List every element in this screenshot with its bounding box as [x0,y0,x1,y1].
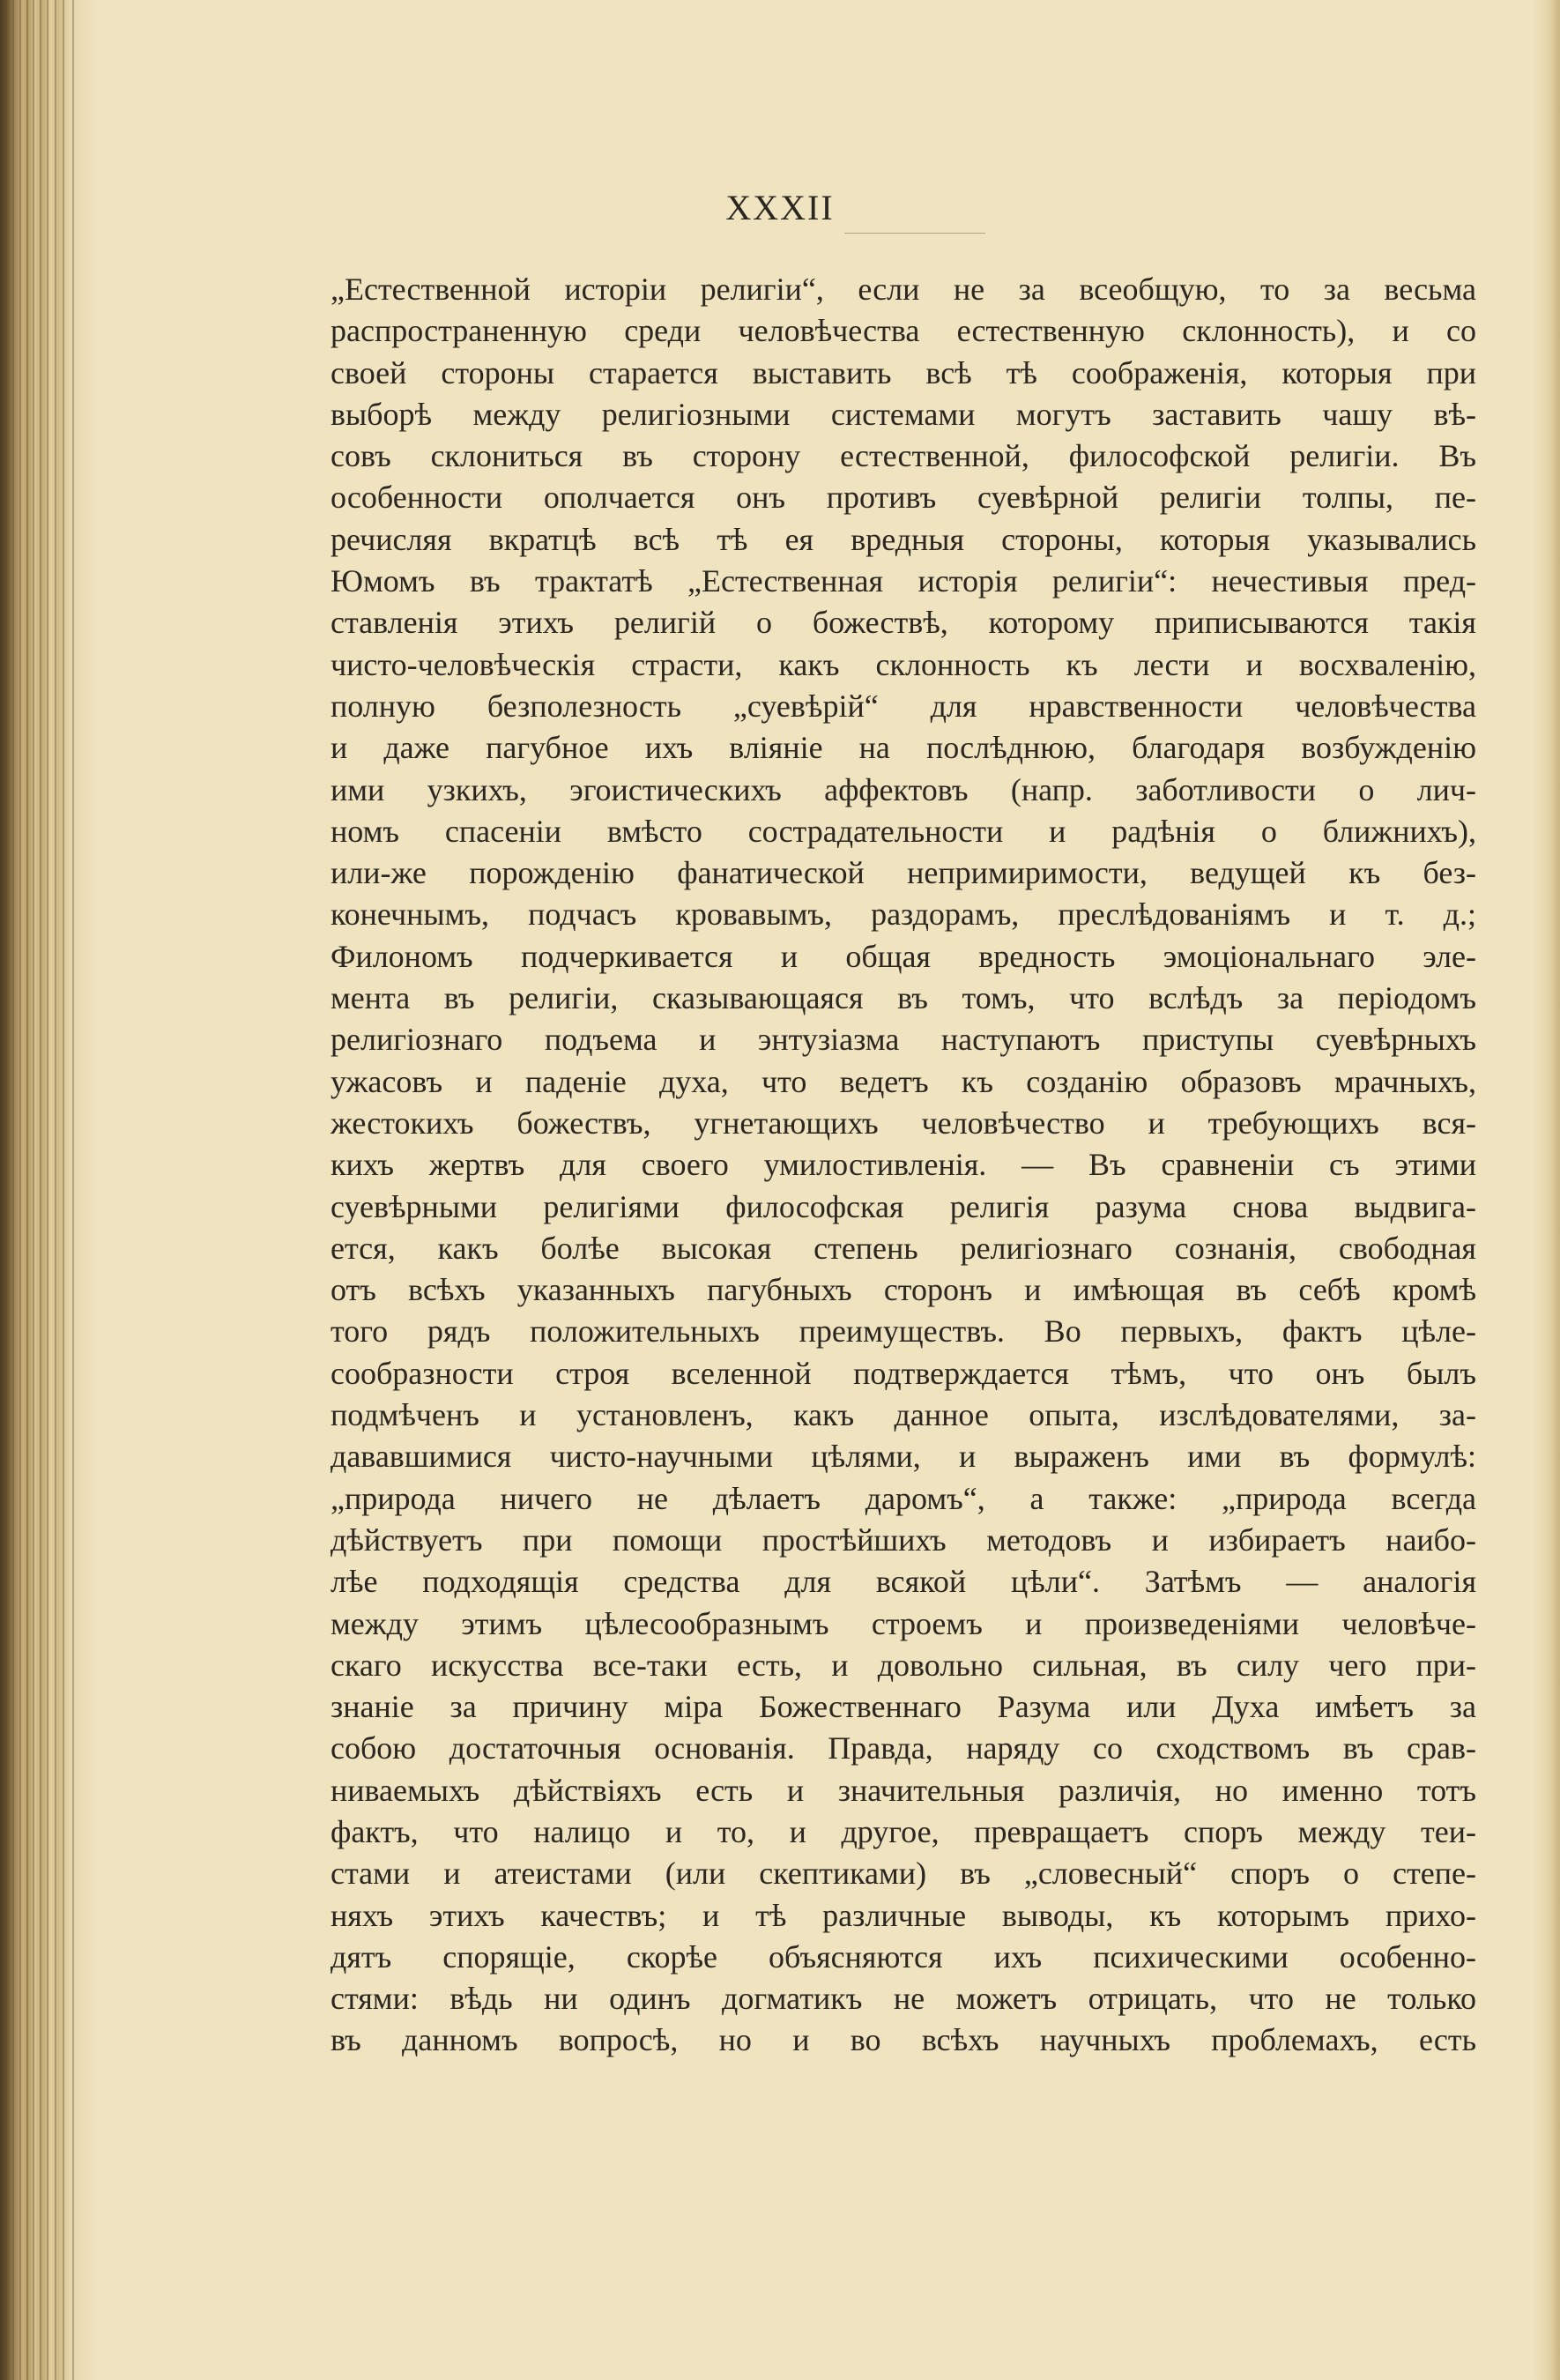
page-right-edge [1534,0,1560,2380]
text-line: Филономъ подчеркивается и общая вредность эмоцiональнаго эле- [331,938,1476,974]
text-line: сообразности строя вселенной подтверждается тѣмъ, что онъ былъ [331,1355,1476,1391]
book-page-edge [0,0,97,2380]
text-line: въ данномъ вопросѣ, но и во всѣхъ научныхъ проблемахъ, есть [331,2022,1476,2058]
text-line: жестокихъ божествъ, угнетающихъ человѣчество и требующихъ вся- [331,1104,1476,1141]
text-line: и даже пагубное ихъ влiянiе на послѣднюю, благодаря возбужденiю [331,730,1476,766]
text-line: дѣйствуетъ при помощи простѣйшихъ методовъ и избираетъ наибо- [331,1521,1476,1558]
text-line: речисляя вкратцѣ всѣ тѣ ея вредныя стороны, которыя указывались [331,521,1476,557]
text-line: религiознаго подъема и энтузiазма наступаютъ приступы суевѣрныхъ [331,1022,1476,1058]
text-line: распространенную среди человѣчества естественную склонность), и со [331,313,1476,349]
text-line: ими узкихъ, эгоистическихъ аффектовъ (напр. заботливости о лич- [331,771,1476,807]
text-line: знанiе за причину мiра Божественнаго Разума или Духа имѣетъ за [331,1689,1476,1725]
text-line: чисто-человѣческiя страсти, какъ склонность къ лести и восхваленiю, [331,646,1476,682]
text-line: ется, какъ болѣе высокая степень религiознаго сознанiя, свободная [331,1230,1476,1266]
text-line: конечнымъ, подчасъ кровавымъ, раздорамъ, преслѣдованiямъ и т. д.; [331,896,1476,933]
text-line: особенности ополчается онъ противъ суевѣрной религiи толпы, пе- [331,480,1476,516]
text-line: Юмомъ въ трактатѣ „Естественная исторiя религiи“: нечестивыя пред- [331,563,1476,599]
page-number-rule [844,233,985,234]
text-line: кихъ жертвъ для своего умилостивленiя. — Въ сравненiи съ этими [331,1147,1476,1183]
text-line: скаго искусства все-таки есть, и довольно сильная, въ силу чего при- [331,1647,1476,1683]
text-line: ставленiя этихъ религiй о божествѣ, которому приписываются такiя [331,605,1476,641]
page-number: XXXII [725,188,835,227]
text-line: ужасовъ и паденiе духа, что ведетъ къ созданiю образовъ мрачныхъ, [331,1063,1476,1099]
text-line: „Естественной исторiи религiи“, если не за всеобщую, то за весьма [331,271,1476,307]
text-line: няхъ этихъ качествъ; и тѣ различные выводы, къ которымъ прихо- [331,1897,1476,1933]
text-line: отъ всѣхъ указанныхъ пагубныхъ сторонъ и имѣющая въ себѣ кромѣ [331,1272,1476,1308]
text-line: или-же порожденiю фанатической непримиримости, ведущей къ без- [331,855,1476,891]
text-line: стами и атеистами (или скептиками) въ „словесный“ споръ о степе- [331,1856,1476,1892]
text-line: ниваемыхъ дѣйствiяхъ есть и значительныя различiя, но именно тотъ [331,1772,1476,1808]
text-line: номъ спасенiи вмѣсто сострадательности и радѣнiя о ближнихъ), [331,813,1476,849]
text-line: собою достаточныя основанiя. Правда, наряду со сходствомъ въ срав- [331,1730,1476,1766]
text-line: дававшимися чисто-научными цѣлями, и выраженъ ими въ формулѣ: [331,1439,1476,1475]
text-line: фактъ, что налицо и то, и другое, превращаетъ споръ между теи- [331,1813,1476,1849]
text-line: полную безполезность „суевѣрiй“ для нравственности человѣчества [331,688,1476,724]
text-line: своей стороны старается выставить всѣ тѣ соображенiя, которыя при [331,354,1476,390]
text-line: лѣе подходящiя средства для всякой цѣли“. Затѣмъ — аналогiя [331,1564,1476,1600]
text-line: того рядъ положительныхъ преимуществъ. Во первыхъ, фактъ цѣле- [331,1313,1476,1350]
text-line: дятъ спорящiе, скорѣе объясняются ихъ психическими особенно- [331,1938,1476,1975]
text-line: „природа ничего не дѣлаетъ даромъ“, а также: „природа всегда [331,1480,1476,1516]
body-text [331,269,1476,2062]
text-line: совъ склониться въ сторону естественной, философской религiи. Въ [331,438,1476,474]
text-line: между этимъ цѣлесообразнымъ строемъ и произведенiями человѣче- [331,1605,1476,1641]
text-line: выборѣ между религiозными системами могутъ заставить чашу вѣ- [331,396,1476,432]
text-line: стями: вѣдь ни одинъ догматикъ не можетъ отрицать, что не только [331,1981,1476,2017]
text-line: подмѣченъ и установленъ, какъ данное опыта, изслѣдователями, за- [331,1397,1476,1433]
text-line: мента въ религiи, сказывающаяся въ томъ, что вслѣдъ за перiодомъ [331,980,1476,1016]
text-line: суевѣрными религiями философская религiя разума снова выдвига- [331,1188,1476,1224]
